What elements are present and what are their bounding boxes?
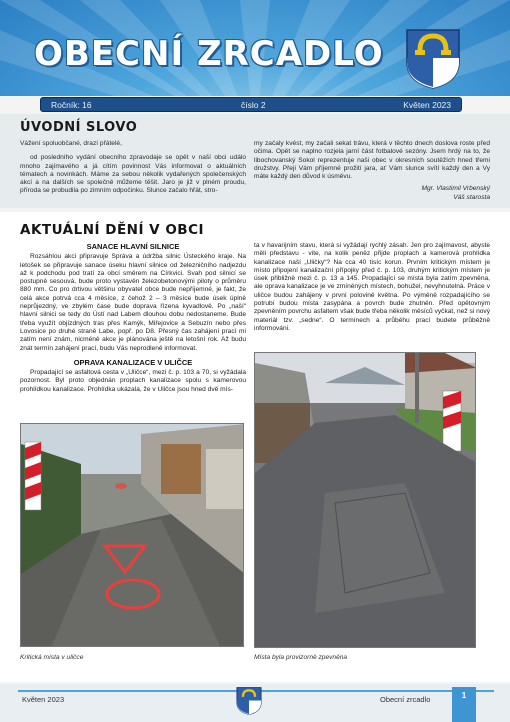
coat-of-arms-icon: [405, 28, 461, 90]
intro-heading: ÚVODNÍ SLOVO: [20, 120, 138, 135]
intro-section: [0, 114, 510, 208]
intro-right-column: [254, 140, 490, 202]
photo-patched-road: [254, 352, 476, 648]
issue-date: Květen 2023: [403, 99, 451, 110]
page-footer: [0, 684, 510, 722]
issue-number: číslo 2: [241, 99, 266, 110]
news-right-column: [254, 242, 490, 333]
intro-right-text: my začaly kvést, my začali sekat trávu, která v těchto dnech doslova roste před očima. Opět se naplno rozjela jarní část fotbalové sezóny. Jsem hrdý na to, že libochovanský Sokol reprezentuje naši obec v okresních soutěžích hned třemi družstvy. Přeji Vám příjemné prožití jara, ať Vám slunce svítí každý den a Vy máte každý den důvod k úsměvu.: [254, 140, 490, 181]
footer-publication-name: Obecní zrcadlo: [380, 695, 431, 704]
section2-title: OPRAVA KANALIZACE V ULIČCE: [73, 357, 193, 367]
issue-year: Ročník: 16: [51, 99, 92, 110]
section1-title: SANACE HLAVNÍ SILNICE: [86, 242, 180, 251]
news-right-text: ta v havarijním stavu, která si vyžádají rychlý zásah. Jen pro zajímavost, abyste měli představu - vite, na kolik peněz přijde proplach a kamerová prohlídka kanalizace naší „Uličky“? Na cca 40 tisíc korun. Prvním kritickým místem je místo připojení kanalizační přípojky před č. p. 103, druhým kritickým místem je úsek přibližně mezi č. p. 13 a 145. Propadající se místa byla zatím zpevněna, ale oprava kanalizace je ve zmíněných místech, bohužel, nevyhnutelná. Práce v uličce budou zahájeny v první polovině května. Po výměně rozpadajícího se potrubí budou místa zasypána a povrch bude zhutněn. Před opětovným zpevněním povrchu asfaltem však bude třeba několik měsíců vyčkat, než si nový materiál tzv. „sedne“. O termínech a průběhu prací budete průběžně informováni.: [254, 242, 490, 332]
intro-greeting: Vážení spoluobčané, drazí přátelé,: [20, 140, 122, 147]
issue-info-bar: [40, 97, 462, 112]
page-number: 1: [452, 687, 476, 722]
news-heading: AKTUÁLNÍ DĚNÍ V OBCI: [20, 222, 205, 238]
section1-text: Rozsáhlou akci připravuje Správa a údržba silnic Ústeckého kraje. Na letošek se připravuje sanace úseku hlavní silnice od železničního nadjezdu až k podchodu pod tratí za obcí směrem na Církvici. Svah pod silnicí se postupně sesouvá, bude proto vystavěn železobetonovými piloty o průměru 880 mm. Co pro drtivou většinu obyvatel obce bude nepříjemné, je fakt, že celá akce potrvá cca 4 měsíce, z čehož 2 – 3 měsíce bude úsek úplně neprůjezdný, ve zbylém čase bude doprava řízena kyvadlově. Po „naší“ hlavní silnici se tedy do Ústí nad Labem dlouhou dobu nedostaneme. Bude třeba využít objízdných tras přes Kamýk, Miřejovice a Sebuzín nebo přes Lovosice po druhé straně Labe, popř. po D8. Přesný čas zahájení prací mi zatím není znám, nicméně akce je plánována ještě na letošní rok. Až budu znát termín zahájení prací, budu Vás neprodleně informovat.: [20, 253, 246, 352]
signature-name: Mgr. Vlastimil Vrbenský: [421, 185, 490, 193]
news-left-column: [20, 242, 246, 394]
photo-critical-spots: [20, 423, 244, 647]
intro-left-text: od posledního vydání obecního zpravodaje se opět v naší obci událo mnoho zajímavého a já cítím povinnost Vás informovat o aktuálních tématech a novinkách. Máme za sebou několik vydařených společenských akcí a na dalších se společně můžeme těšit. Jaro je již v plném proudu, příroda se probudila po zimním odpočinku. Slunce začalo hřát, stro-: [20, 154, 246, 195]
section2-text: Propadající se asfaltová cesta v „Uličce“, mezi č. p. 103 a 70, si vyžádala pozornost. Byl proto objednán proplach kanalizace spolu s kamerovou prohlídkou kanalizace. Prohlídka ukázala, že v Uličce jsou hned dvě mís-: [20, 369, 246, 393]
footer-date: Květen 2023: [22, 695, 65, 704]
coat-of-arms-small-icon: [236, 686, 262, 716]
photo1-caption: Kritická místa v uličce: [20, 654, 84, 661]
photo2-caption: Místa byla provizorně zpevněna: [254, 654, 348, 661]
masthead: [0, 0, 510, 96]
newsletter-title: OBECNÍ ZRCADLO: [34, 34, 384, 74]
signature-role: Váš starosta: [453, 193, 490, 201]
intro-left-column: [20, 140, 246, 202]
